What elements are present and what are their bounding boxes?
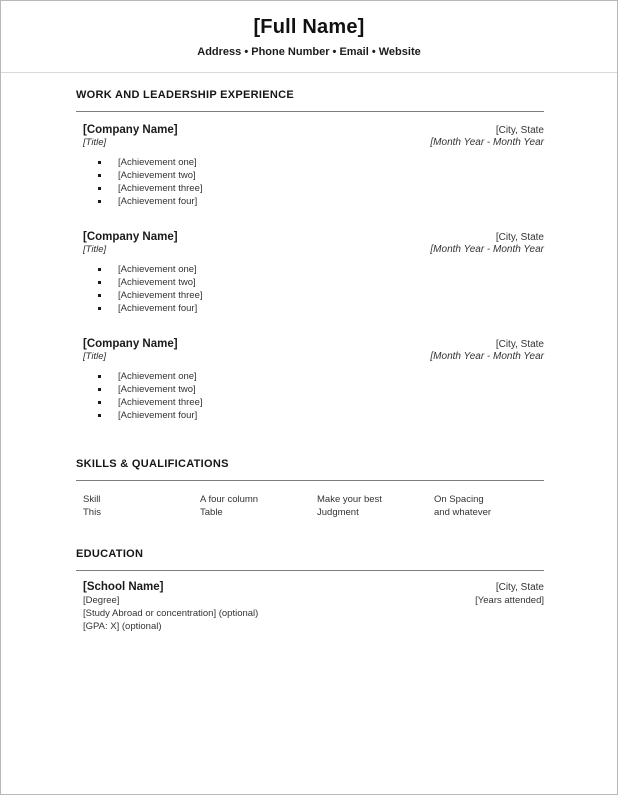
- entry-subheader-row: [83, 244, 544, 255]
- skills-cell: Table: [200, 507, 223, 518]
- achievement-item: [Achievement one]: [97, 156, 544, 169]
- contact-line: Address • Phone Number • Email • Website: [197, 46, 421, 58]
- company-name: [Company Name]: [83, 231, 178, 243]
- company-name: [Company Name]: [83, 338, 178, 350]
- school-location: [City, State: [495, 582, 544, 593]
- skills-section-title: SKILLS & QUALIFICATIONS: [76, 458, 229, 470]
- education-section-title: EDUCATION: [76, 548, 144, 560]
- section-education: [76, 548, 544, 633]
- achievement-item: [Achievement three]: [97, 182, 544, 195]
- experience-section-title: WORK AND LEADERSHIP EXPERIENCE: [76, 89, 295, 101]
- entry-header-row: [83, 124, 544, 137]
- education-section-rule: [76, 570, 544, 571]
- skills-cell: Skill: [83, 494, 101, 505]
- full-name: [Full Name]: [253, 16, 365, 38]
- school-name: [School Name]: [83, 581, 164, 593]
- degree: [Degree]: [83, 595, 120, 606]
- education-entry: [76, 581, 544, 633]
- achievement-list: [83, 370, 544, 422]
- experience-section-rule: [76, 111, 544, 112]
- achievement-item: [Achievement one]: [97, 263, 544, 276]
- job-title: [Title]: [83, 351, 107, 362]
- skills-section-rule: [76, 480, 544, 481]
- job-title: [Title]: [83, 244, 107, 255]
- achievement-item: [Achievement four]: [97, 195, 544, 208]
- resume-header: [1, 1, 617, 73]
- skills-table: [83, 493, 544, 519]
- company-location: [City, State: [495, 232, 544, 243]
- skills-cell: and whatever: [434, 507, 492, 518]
- experience-entry-3: [76, 338, 544, 422]
- employment-dates: [Month Year - Month Year: [430, 137, 544, 148]
- company-location: [City, State: [495, 125, 544, 136]
- company-name: [Company Name]: [83, 124, 178, 136]
- entry-subheader-row: [83, 351, 544, 362]
- years-attended: [Years attended]: [475, 595, 544, 606]
- achievement-item: [Achievement two]: [97, 383, 544, 396]
- education-subheader-row: [83, 594, 544, 607]
- achievement-item: [Achievement four]: [97, 409, 544, 422]
- company-location: [City, State: [495, 339, 544, 350]
- achievement-item: [Achievement three]: [97, 396, 544, 409]
- achievement-item: [Achievement two]: [97, 169, 544, 182]
- employment-dates: [Month Year - Month Year: [430, 351, 544, 362]
- experience-entry-1: [76, 124, 544, 208]
- achievement-list: [83, 263, 544, 315]
- achievement-item: [Achievement four]: [97, 302, 544, 315]
- achievement-item: [Achievement two]: [97, 276, 544, 289]
- experience-entry-2: [76, 231, 544, 315]
- employment-dates: [Month Year - Month Year: [430, 244, 544, 255]
- job-title: [Title]: [83, 137, 107, 148]
- achievement-list: [83, 156, 544, 208]
- resume-body: [1, 89, 617, 633]
- section-skills: [76, 458, 544, 519]
- skills-cell: Judgment: [317, 507, 359, 518]
- education-header-row: [83, 581, 544, 594]
- achievement-item: [Achievement three]: [97, 289, 544, 302]
- entry-header-row: [83, 231, 544, 244]
- entry-header-row: [83, 338, 544, 351]
- skills-cell: This: [83, 507, 101, 518]
- achievement-item: [Achievement one]: [97, 370, 544, 383]
- skills-cell: A four column: [200, 494, 259, 505]
- entry-subheader-row: [83, 137, 544, 148]
- skills-cell: On Spacing: [434, 494, 484, 505]
- concentration: [Study Abroad or concentration] (optional): [83, 608, 259, 619]
- gpa: [GPA: X] (optional): [83, 621, 162, 632]
- section-experience: [76, 89, 544, 422]
- skills-cell: Make your best: [317, 494, 382, 505]
